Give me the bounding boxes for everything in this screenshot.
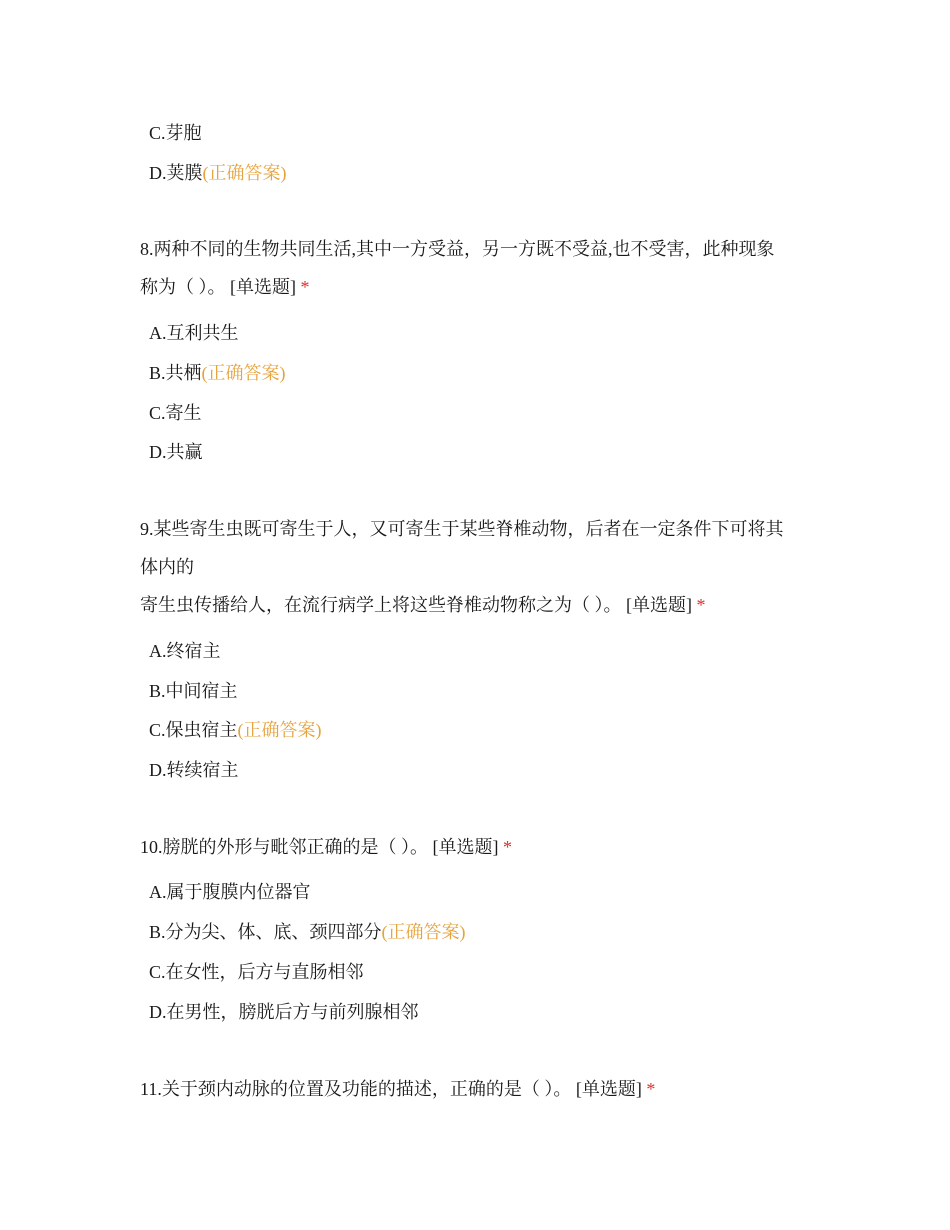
question-9-title-line-2 (140, 554, 194, 580)
required-marker: * (646, 1079, 656, 1099)
correct-answer-tag: (正确答案) (237, 720, 322, 740)
option-text: B.中间宿主 (149, 681, 238, 701)
option-text: C.保虫宿主 (149, 720, 238, 740)
option-text: C.寄生 (149, 403, 202, 423)
option-9-d (149, 758, 239, 782)
option-8-c (149, 401, 202, 425)
option-9-a (149, 639, 221, 663)
question-9-title-line-1 (140, 516, 784, 542)
required-marker: * (300, 277, 310, 297)
option-text: C.芽胞 (149, 123, 202, 143)
option-10-c (149, 960, 364, 984)
question-text: 称为（ ）。 (140, 277, 226, 297)
option-10-b (149, 920, 466, 944)
option-text: D.荚膜 (149, 163, 203, 183)
question-8-title-line-2 (140, 274, 310, 300)
option-7-c (149, 121, 202, 145)
option-text: A.互利共生 (149, 323, 239, 343)
question-text: 寄生虫传播给人，在流行病学上将这些脊椎动物称之为（ ）。 (140, 595, 622, 615)
correct-answer-tag: (正确答案) (381, 922, 466, 942)
option-text: A.终宿主 (149, 641, 221, 661)
question-text: 10.膀胱的外形与毗邻正确的是（ ）。 (140, 837, 428, 857)
option-text: A.属于腹膜内位器官 (149, 882, 311, 902)
correct-answer-tag: (正确答案) (202, 163, 287, 183)
question-type-label: [单选题] (626, 595, 692, 615)
option-9-c (149, 718, 322, 742)
question-text: 9.某些寄生虫既可寄生于人，又可寄生于某些脊椎动物，后者在一定条件下可将其 (140, 519, 784, 539)
question-type-label: [单选题] (230, 277, 296, 297)
option-text: B.分为尖、体、底、颈四部分 (149, 922, 382, 942)
question-text: 体内的 (140, 557, 194, 577)
required-marker: * (696, 595, 706, 615)
option-7-d (149, 161, 287, 185)
question-10-title (140, 834, 512, 860)
option-8-b (149, 361, 286, 385)
option-8-a (149, 321, 239, 345)
option-text: C.在女性，后方与直肠相邻 (149, 962, 364, 982)
option-8-d (149, 440, 203, 464)
question-text: 8.两种不同的生物共同生活,其中一方受益，另一方既不受益,也不受害，此种现象 (140, 239, 775, 259)
question-text: 11.关于颈内动脉的位置及功能的描述，正确的是（ ）。 (140, 1079, 572, 1099)
question-11-title (140, 1076, 655, 1102)
question-type-label: [单选题] (432, 837, 499, 857)
required-marker: * (503, 837, 512, 857)
question-9-title-line-3 (140, 592, 706, 618)
question-8-title-line-1 (140, 236, 775, 262)
option-text: D.共赢 (149, 442, 203, 462)
option-text: D.转续宿主 (149, 760, 239, 780)
question-type-label: [单选题] (575, 1079, 642, 1099)
option-9-b (149, 679, 238, 703)
option-10-a (149, 880, 311, 904)
correct-answer-tag: (正确答案) (201, 363, 286, 383)
option-text: D.在男性，膀胱后方与前列腺相邻 (149, 1002, 419, 1022)
option-text: B.共栖 (149, 363, 202, 383)
option-10-d (149, 1000, 419, 1024)
